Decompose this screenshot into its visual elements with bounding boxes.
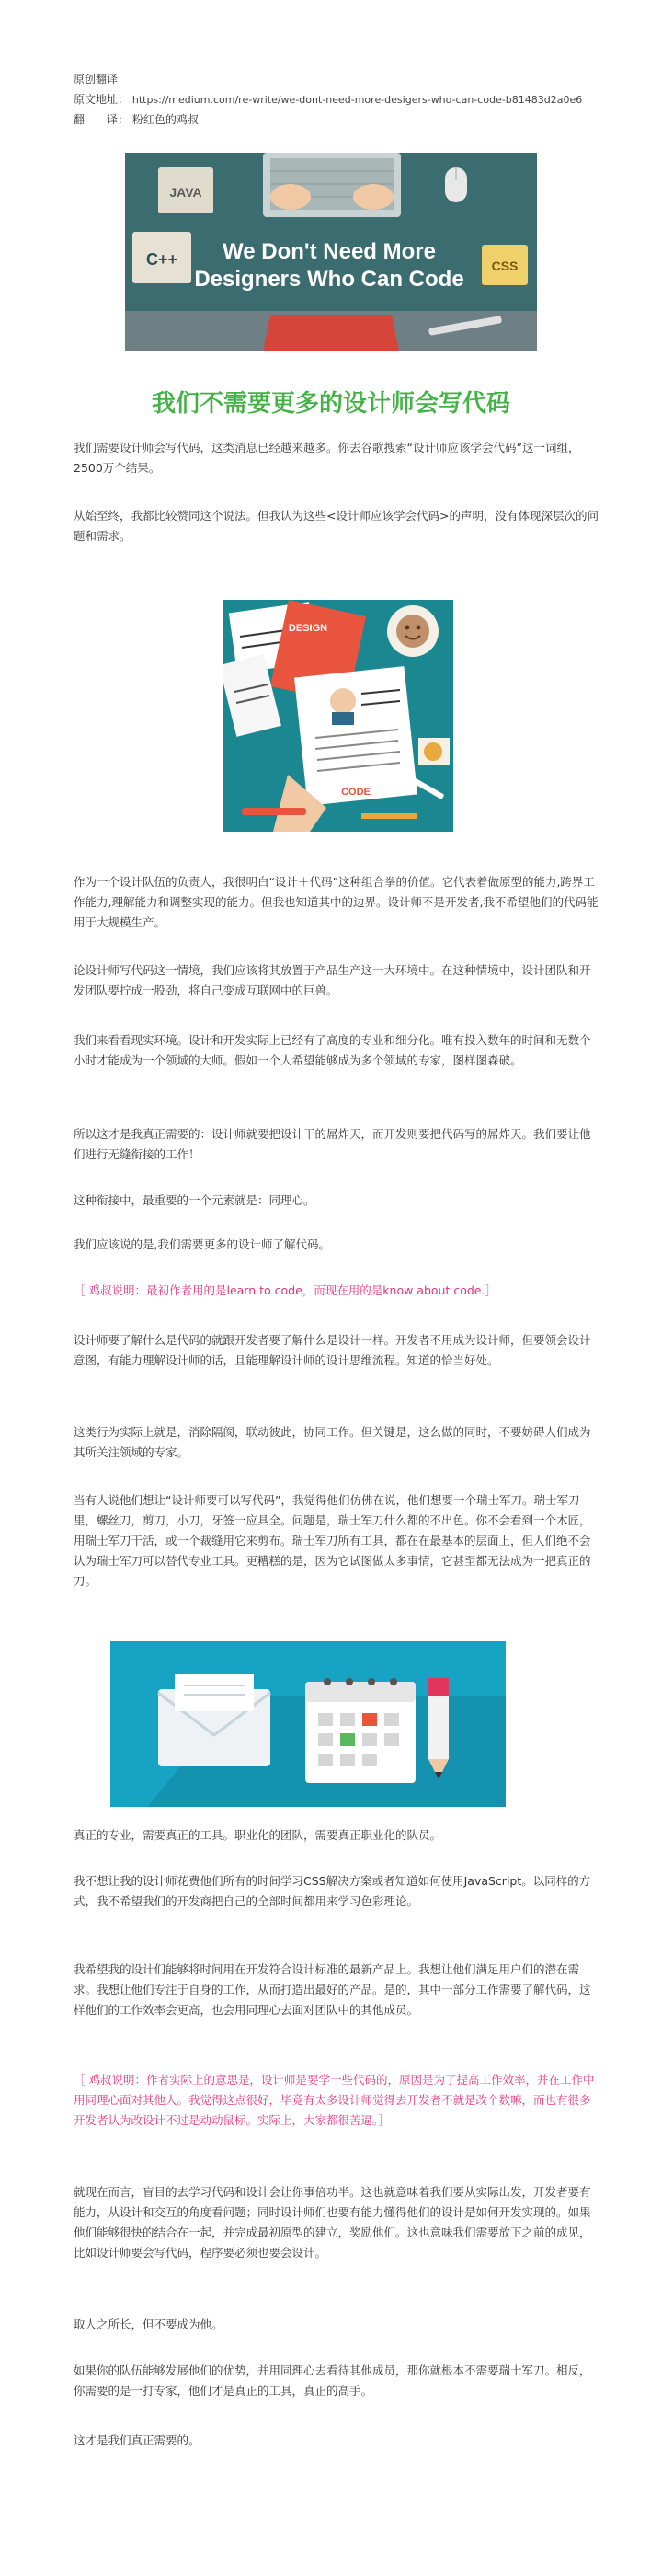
source-line <box>74 90 582 109</box>
paragraph-3: 作为一个设计队伍的负责人，我很明白“设计＋代码”这种组合拳的价值。它代表着做原型的能力,跨界工作能力,理解能力和调整实现的能力。但我也知道其中的边界。设计师不是开发者,我不希望他们的代码能用于大规模生产。 <box>74 875 599 929</box>
paragraph-9: 设计师要了解什么是代码的就跟开发者要了解什么是设计一样。开发者不用成为设计师，但要领会设计意图，有能力理解设计师的话，且能理解设计师的设计思维流程。知道的恰当好处。 <box>74 1333 591 1367</box>
hero-image <box>125 153 537 351</box>
design-label: DESIGN <box>288 623 328 634</box>
source-label: 原文地址： <box>74 93 130 106</box>
article-title: 我们不需要更多的设计师会写代码 <box>151 390 510 418</box>
hero-illustration <box>125 153 537 351</box>
paragraph-11: 当有人说他们想让“设计师要可以写代码”，我觉得他们仿佛在说，他们想要一个瑞士军刀。瑞士军刀里，螺丝刀，剪刀，小刀，牙签一应具全。问题是，瑞士军刀什么都的不出色。你不会看到一个木匠，用瑞士军刀干活，或一个裁缝用它来剪布。瑞士军刀所有工具，都在在最基本的层面上，但人们绝不会认为瑞士军刀可以替代专业工具。更糟糕的是，因为它试图做太多事情，它甚至都无法成为一把真正的刀。 <box>74 1493 591 1588</box>
source-url[interactable]: https://medium.com/re-write/we-dont-need-more-desigers-who-can-code-b81483d2a0e6 <box>131 94 583 106</box>
paragraph-17: 如果你的队伍能够发展他们的优势，并用同理心去看待其他成员，那你就根本不需要瑞士军刀。相反，你需要的是一打专家，他们才是真正的工具，真正的高手。 <box>74 2363 591 2398</box>
calendar-illustration <box>110 1641 506 1807</box>
pencil-icon <box>428 1678 449 1779</box>
translator-note-2: ［ 鸡叔说明：作者实际上的意思是，设计师是要学一些代码的，原因是为了提高工作效率，并在工作中用同理心面对其他人。我觉得这点很好，毕竟有太多设计师觉得去开发者不就是改个数嘛，而也有很多开发者认为改设计不过是动动鼠标。实际上，大家都很苦逼。］ <box>74 2073 595 2127</box>
paragraph-4: 论设计师写代码这一情境，我们应该将其放置于产品生产这一大环境中。在这种情境中，设计团队和开发团队要拧成一股劲，将自己变成互联网中的巨兽。 <box>74 963 591 997</box>
paragraph-18: 这才是我们真正需要的。 <box>74 2433 200 2447</box>
paragraph-1: 我们需要设计师会写代码，这类消息已经越来越多。你去谷歌搜索“设计师应该学会代码”这一词组，2500万个结果。 <box>74 441 580 475</box>
translator-name: 粉红色的鸡叔 <box>131 113 199 126</box>
paragraph-10: 这类行为实际上就是，消除隔阂，联动彼此，协同工作。但关键是，这么做的同时，不要妨碍人们成为其所关注领域的专家。 <box>74 1425 591 1459</box>
translator-line <box>74 110 199 129</box>
css-tag: CSS <box>491 259 519 273</box>
code-label: CODE <box>341 787 371 798</box>
paragraph-16: 取人之所长，但不要成为他。 <box>74 2317 223 2331</box>
cpp-tag: C++ <box>145 250 178 269</box>
coffee-icon <box>387 605 439 657</box>
translator-note-1: ［ 鸡叔说明：最初作者用的是learn to code，而现在用的是know about code.］ <box>74 1283 496 1297</box>
paragraph-14: 我希望我的设计们能够将时间用在开发符合设计标准的最新产品上。我想让他们满足用户们的潜在需求。我想让他们专注于自身的工作，从而打造出最好的产品。是的，其中一部分工作需要了解代码，这样他们的工作效率会更高，也会用同理心去面对团队中的其他成员。 <box>74 1962 591 2017</box>
paragraph-12: 真正的专业，需要真正的工具。职业化的团队，需要真正职业化的队员。 <box>74 1828 442 1842</box>
translator-label: 翻 译： <box>74 113 130 126</box>
resume-illustration <box>223 600 453 832</box>
calendar-icon <box>305 1678 416 1783</box>
hero-title-line2: Designers Who Can Code <box>194 267 464 292</box>
java-tag: JAVA <box>169 185 202 200</box>
paragraph-7: 这种衔接中，最重要的一个元素就是：同理心。 <box>74 1193 315 1207</box>
mouse-icon <box>445 167 467 202</box>
paragraph-8: 我们应该说的是,我们需要更多的设计师了解代码。 <box>74 1237 330 1251</box>
paragraph-15: 就现在而言，盲目的去学习代码和设计会让你事倍功半。这也就意味着我们要从实际出发，开发者要有能力，从设计和交互的角度看问题；同时设计师们也要有能力懂得他们的设计是如何开发实现的。如果他们能够很快的结合在一起，并完成最初原型的建立，奖励他们。这也意味我们需要放下之前的成见，比如设计师要会写代码，程序要必须也要会设计。 <box>74 2185 591 2260</box>
paragraph-13: 我不想让我的设计师花费他们所有的时间学习CSS解决方案或者知道如何使用JavaScript。以同样的方式，我不希望我们的开发商把自己的全部时间都用来学习色彩理论。 <box>74 1874 591 1908</box>
resume-icon <box>294 666 417 806</box>
paragraph-2: 从始至终，我都比较赞同这个说法。但我认为这些<设计师应该学会代码>的声明，没有体现深层次的问题和需求。 <box>74 509 599 543</box>
paragraph-6: 所以这才是我真正需要的：设计师就要把设计干的屌炸天，而开发则要把代码写的屌炸天。我们要让他们进行无缝衔接的工作！ <box>74 1127 591 1161</box>
envelope-icon <box>158 1674 270 1766</box>
paragraph-5: 我们来看看现实环境。设计和开发实际上已经有了高度的专业和细分化。唯有投入数年的时间和无数个小时才能成为一个领域的大师。假如一个人希望能够成为多个领域的专家，图样图森破。 <box>74 1033 591 1067</box>
hero-title-line1: We Don't Need More <box>223 239 436 264</box>
original-label: 原创翻译 <box>74 73 119 86</box>
